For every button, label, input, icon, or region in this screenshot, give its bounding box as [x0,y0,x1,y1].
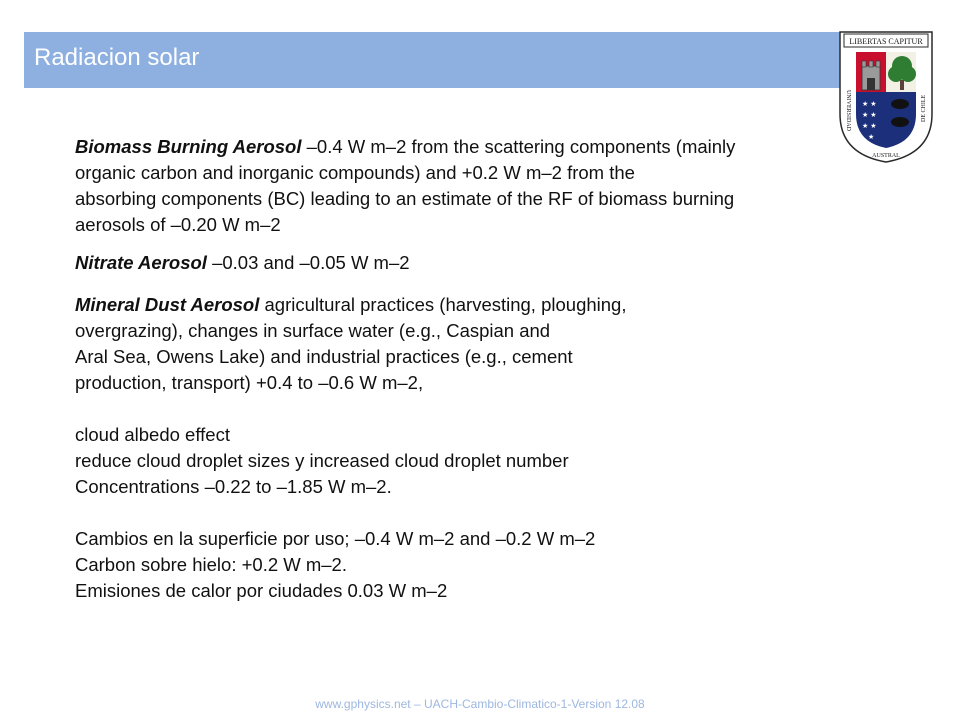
other-line-3: Emisiones de calor por ciudades 0.03 W m–2 [75,580,448,601]
logo-ring-right: DE CHILE [921,94,927,122]
biomass-line-1: –0.4 W m–2 from the scattering components (mainly [301,136,736,157]
mineral-line-2: overgrazing), changes in surface water (e.g., Caspian and [75,320,551,341]
cloud-line-1: cloud albedo effect [75,424,230,445]
biomass-line-2: organic carbon and inorganic compounds) and +0.2 W m–2 from the [75,162,635,183]
svg-text:★: ★ [868,134,875,141]
other-effects-paragraph [75,526,875,604]
nitrate-heading: Nitrate Aerosol [75,252,207,273]
title-bar [24,32,852,88]
mineral-paragraph [75,292,875,396]
biomass-line-4: aerosols of –0.20 W m–2 [75,214,281,235]
biomass-paragraph [75,134,875,238]
cloud-line-2: reduce cloud droplet sizes y increased cloud droplet number [75,450,569,471]
cloud-line-3: Concentrations –0.22 to –1.85 W m–2. [75,476,392,497]
other-line-1: Cambios en la superficie por uso; –0.4 W m–2 and –0.2 W m–2 [75,528,596,549]
slide-body [75,134,875,604]
mineral-line-1: agricultural practices (harvesting, ploughing, [259,294,627,315]
slide-title: Radiacion solar [34,44,200,71]
footer-text: www.gphysics.net – UACH-Cambio-Climatico-1-Version 12.08 [315,697,645,711]
mineral-line-4: production, transport) +0.4 to –0.6 W m–2, [75,372,424,393]
biomass-heading: Biomass Burning Aerosol [75,136,302,157]
svg-text:★ ★: ★ ★ [862,101,877,108]
nitrate-paragraph [75,250,875,276]
nitrate-text: –0.03 and –0.05 W m–2 [206,252,410,273]
mineral-line-3: Aral Sea, Owens Lake) and industrial practices (e.g., cement [75,346,573,367]
mineral-heading: Mineral Dust Aerosol [75,294,260,315]
logo-ring-bottom: AUSTRAL [872,153,900,159]
other-line-2: Carbon sobre hielo: +0.2 W m–2. [75,554,347,575]
cloud-paragraph [75,422,875,500]
logo-ring-left: UNIVERSIDAD [845,90,851,131]
biomass-line-3: absorbing components (BC) leading to an estimate of the RF of biomass burning [75,188,735,209]
svg-text:★ ★: ★ ★ [862,123,877,130]
logo-banner: LIBERTAS CAPITUR [849,37,923,46]
svg-text:★ ★: ★ ★ [862,112,877,119]
